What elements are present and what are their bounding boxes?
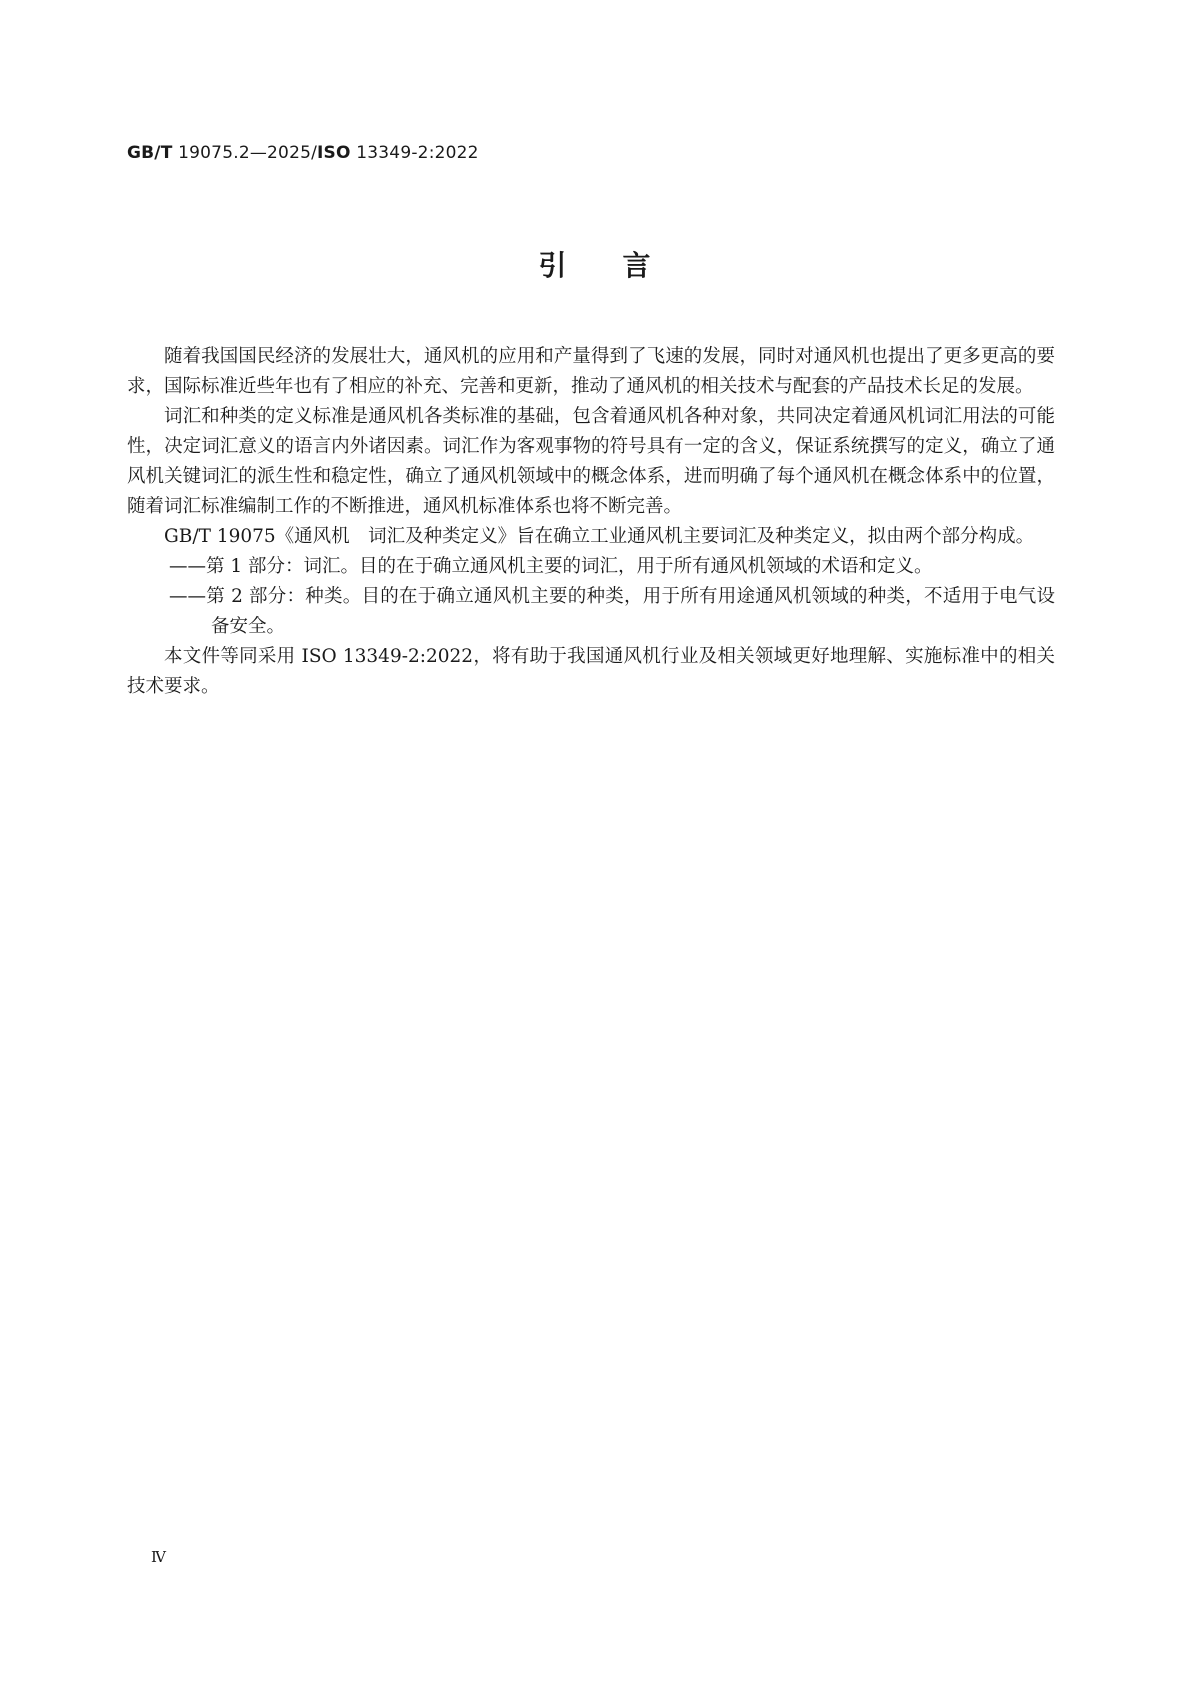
iso-number: 13349-2:2022 (350, 143, 479, 163)
paragraph: GB/T 19075《通风机 词汇及种类定义》旨在确立工业通风机主要词汇及种类定义，拟由两个部分构成。 (164, 526, 1035, 547)
iso-prefix: ISO (317, 143, 351, 163)
list-item-part-2: ——第 2 部分：种类。目的在于确立通风机主要的种类，用于所有用途通风机领域的种类，不适用于电气设备安全。 (169, 586, 1055, 637)
standard-code-header (127, 143, 479, 163)
paragraph: 随着我国国民经济的发展壮大，通风机的应用和产量得到了飞速的发展，同时对通风机也提出了更多更高的要求，国际标准近些年也有了相应的补充、完善和更新，推动了通风机的相关技术与配套的产品技术长足的发展。 (127, 346, 1055, 397)
title-char-2: 言 (622, 249, 653, 282)
code-prefix: GB/T (127, 143, 173, 163)
code-number: 19075.2—2025/ (172, 143, 318, 163)
list-item-part-1: ——第 1 部分：词汇。目的在于确立通风机主要的词汇，用于所有通风机领域的术语和定义。 (169, 556, 933, 577)
closing-paragraph: 本文件等同采用 ISO 13349-2:2022，将有助于我国通风机行业及相关领域更好地理解、实施标准中的相关技术要求。 (127, 646, 1055, 697)
introduction-body (127, 342, 1055, 702)
paragraph: 词汇和种类的定义标准是通风机各类标准的基础，包含着通风机各种对象，共同决定着通风机词汇用法的可能性，决定词汇意义的语言内外诸因素。词汇作为客观事物的符号具有一定的含义，保证系统撰写的定义，确立了通风机关键词汇的派生性和稳定性，确立了通风机领域中的概念体系，进而明确了每个通风机在概念体系中的位置，随着词汇标准编制工作的不断推进，通风机标准体系也将不断完善。 (127, 406, 1055, 517)
page-number: Ⅳ (151, 1548, 166, 1566)
title-char-1: 引 (538, 249, 569, 282)
page-title (0, 244, 1191, 284)
